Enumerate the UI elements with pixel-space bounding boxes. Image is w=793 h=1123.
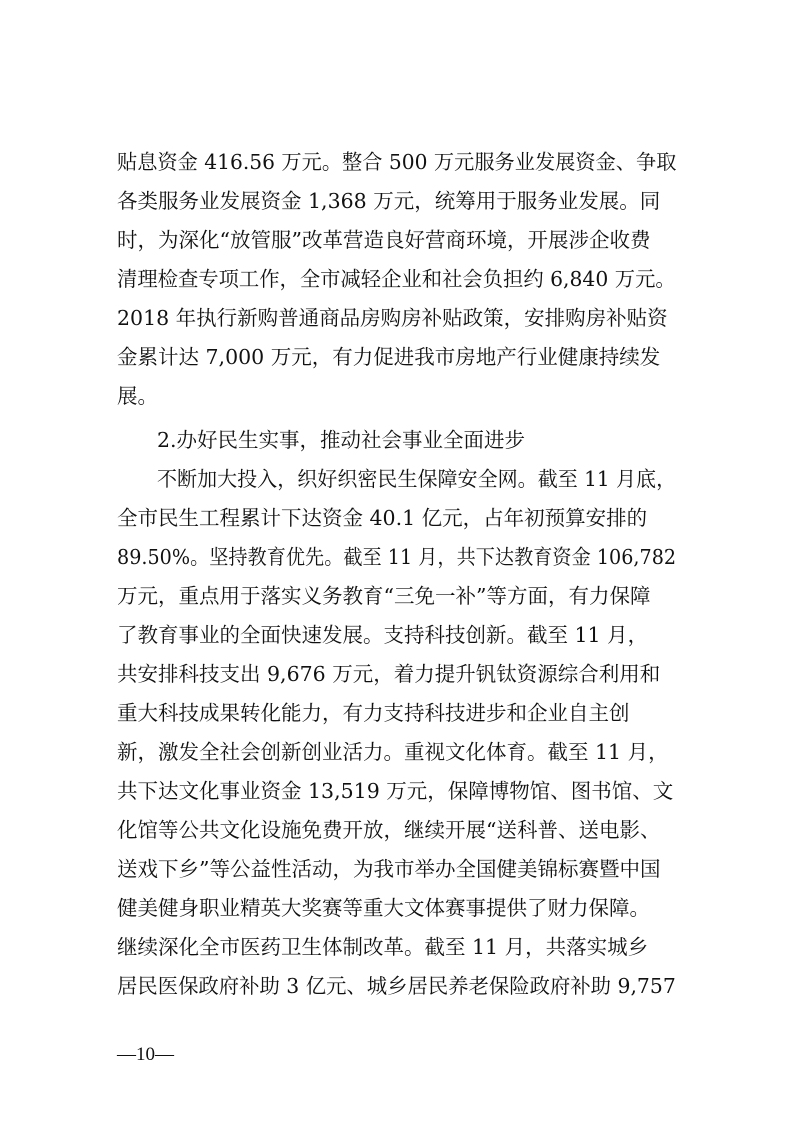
page-number: —10— bbox=[117, 1044, 174, 1065]
text-line: 共下达文化事业资金 13,519 万元，保障博物馆、图书馆、文 bbox=[117, 779, 674, 803]
text-line: 化馆等公共文化设施免费开放，继续开展“送科普、送电影、 bbox=[117, 818, 661, 842]
text-line: 展。 bbox=[117, 384, 158, 408]
text-line: 不断加大投入，织好织密民生保障安全网。截至 11 月底， bbox=[157, 467, 677, 491]
text-line: 共安排科技支出 9,676 万元，着力提升钒钛资源综合利用和 bbox=[117, 662, 661, 686]
text-line: 居民医保政府补助 3 亿元、城乡居民养老保险政府补助 9,757 bbox=[117, 974, 676, 998]
text-line: 送戏下乡”等公益性活动，为我市举办全国健美锦标赛暨中国 bbox=[117, 857, 661, 881]
text-line: 继续深化全市医药卫生体制改革。截至 11 月，共落实城乡 bbox=[117, 935, 649, 959]
text-line: 清理检查专项工作，全市减轻企业和社会负担约 6,840 万元。 bbox=[117, 267, 676, 291]
text-line: 贴息资金 416.56 万元。整合 500 万元服务业发展资金、争取 bbox=[117, 150, 677, 174]
text-line: 重大科技成果转化能力，有力支持科技进步和企业自主创 bbox=[117, 701, 630, 725]
text-line: 新，激发全社会创新创业活力。重视文化体育。截至 11 月， bbox=[117, 740, 669, 764]
text-line: 健美健身职业精英大奖赛等重大文体赛事提供了财力保障。 bbox=[117, 896, 650, 920]
text-line: 金累计达 7,000 万元，有力促进我市房地产行业健康持续发 bbox=[117, 345, 661, 369]
text-line: 89.50%。坚持教育优先。截至 11 月，共下达教育资金 106,782 bbox=[117, 545, 677, 569]
text-line: 2018 年执行新购普通商品房购房补贴政策，安排购房补贴资 bbox=[117, 306, 668, 330]
text-line: 了教育事业的全面快速发展。支持科技创新。截至 11 月， bbox=[117, 623, 649, 647]
text-line: 全市民生工程累计下达资金 40.1 亿元，占年初预算安排的 bbox=[117, 506, 648, 530]
section-heading: 2.办好民生实事，推动社会事业全面进步 bbox=[157, 428, 526, 452]
text-line: 时，为深化“放管服”改革营造良好营商环境，开展涉企收费 bbox=[117, 228, 651, 252]
text-line: 万元，重点用于落实义务教育“三免一补”等方面，有力保障 bbox=[117, 584, 651, 608]
text-line: 各类服务业发展资金 1,368 万元，统筹用于服务业发展。同 bbox=[117, 189, 661, 213]
